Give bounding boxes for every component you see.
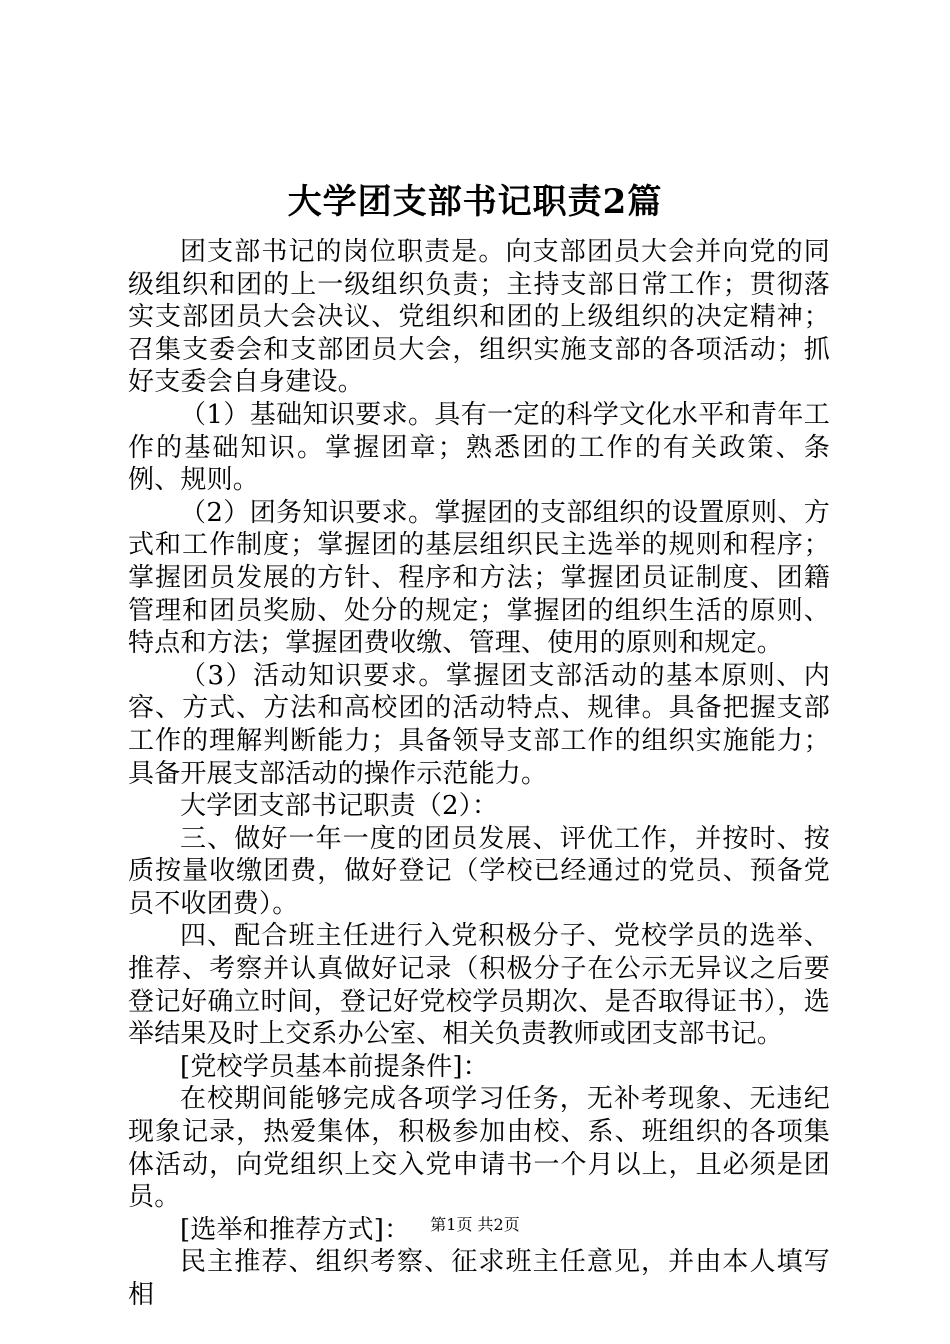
- paragraph: 四、配合班主任进行入党积极分子、党校学员的选举、推荐、考察并认真做好记录（积极分子在公示无异议之后要登记好确立时间，登记好党校学员期次、是否取得证书），选举结果及时上交系办公室、相关负责教师或团支部书记。: [128, 921, 830, 1050]
- paragraph: （1）基础知识要求。具有一定的科学文化水平和青年工作的基础知识。掌握团章；熟悉团的工作的有关政策、条例、规则。: [128, 399, 830, 496]
- paragraph: 大学团支部书记职责（2）：: [180, 791, 499, 822]
- paragraph: 三、做好一年一度的团员发展、评优工作，并按时、按质按量收缴团费，做好登记（学校已经通过的党员、预备党员不收团费）。: [128, 823, 830, 919]
- page-footer: 第1页 共2页: [430, 1215, 520, 1234]
- paragraph: [选举和推荐方式]：: [180, 1214, 411, 1245]
- paragraph: （3）活动知识要求。掌握团支部活动的基本原则、内容、方式、方法和高校团的活动特点、规律。具备把握支部工作的理解判断能力；具备领导支部工作的组织实施能力；具备开展支部活动的操作示范能力。: [128, 660, 830, 789]
- paragraph: 团支部书记的岗位职责是。向支部团员大会并向党的同级组织和团的上一级组织负责；主持支部日常工作；贯彻落实支部团员大会决议、党组织和团的上级组织的决定精神；召集支委会和支部团员大会，组织实施支部的各项活动；抓好支委会自身建设。: [128, 237, 830, 398]
- paragraph: [党校学员基本前提条件]：: [180, 1051, 489, 1082]
- paragraph: 民主推荐、组织考察、征求班主任意见，并由本人填写相: [128, 1247, 830, 1310]
- document-body: [128, 236, 830, 1312]
- paragraph: 在校期间能够完成各项学习任务，无补考现象、无违纪现象记录，热爱集体，积极参加由校、系、班组织的各项集体活动，向党组织上交入党申请书一个月以上，且必须是团员。: [128, 1084, 830, 1213]
- document-title: 大学团支部书记职责2篇: [287, 182, 663, 222]
- paragraph: （2）团务知识要求。掌握团的支部组织的设置原则、方式和工作制度；掌握团的基层组织民主选举的规则和程序；掌握团员发展的方针、程序和方法；掌握团员证制度、团籍管理和团员奖励、处分的规定；掌握团的组织生活的原则、特点和方法；掌握团费收缴、管理、使用的原则和规定。: [128, 497, 830, 659]
